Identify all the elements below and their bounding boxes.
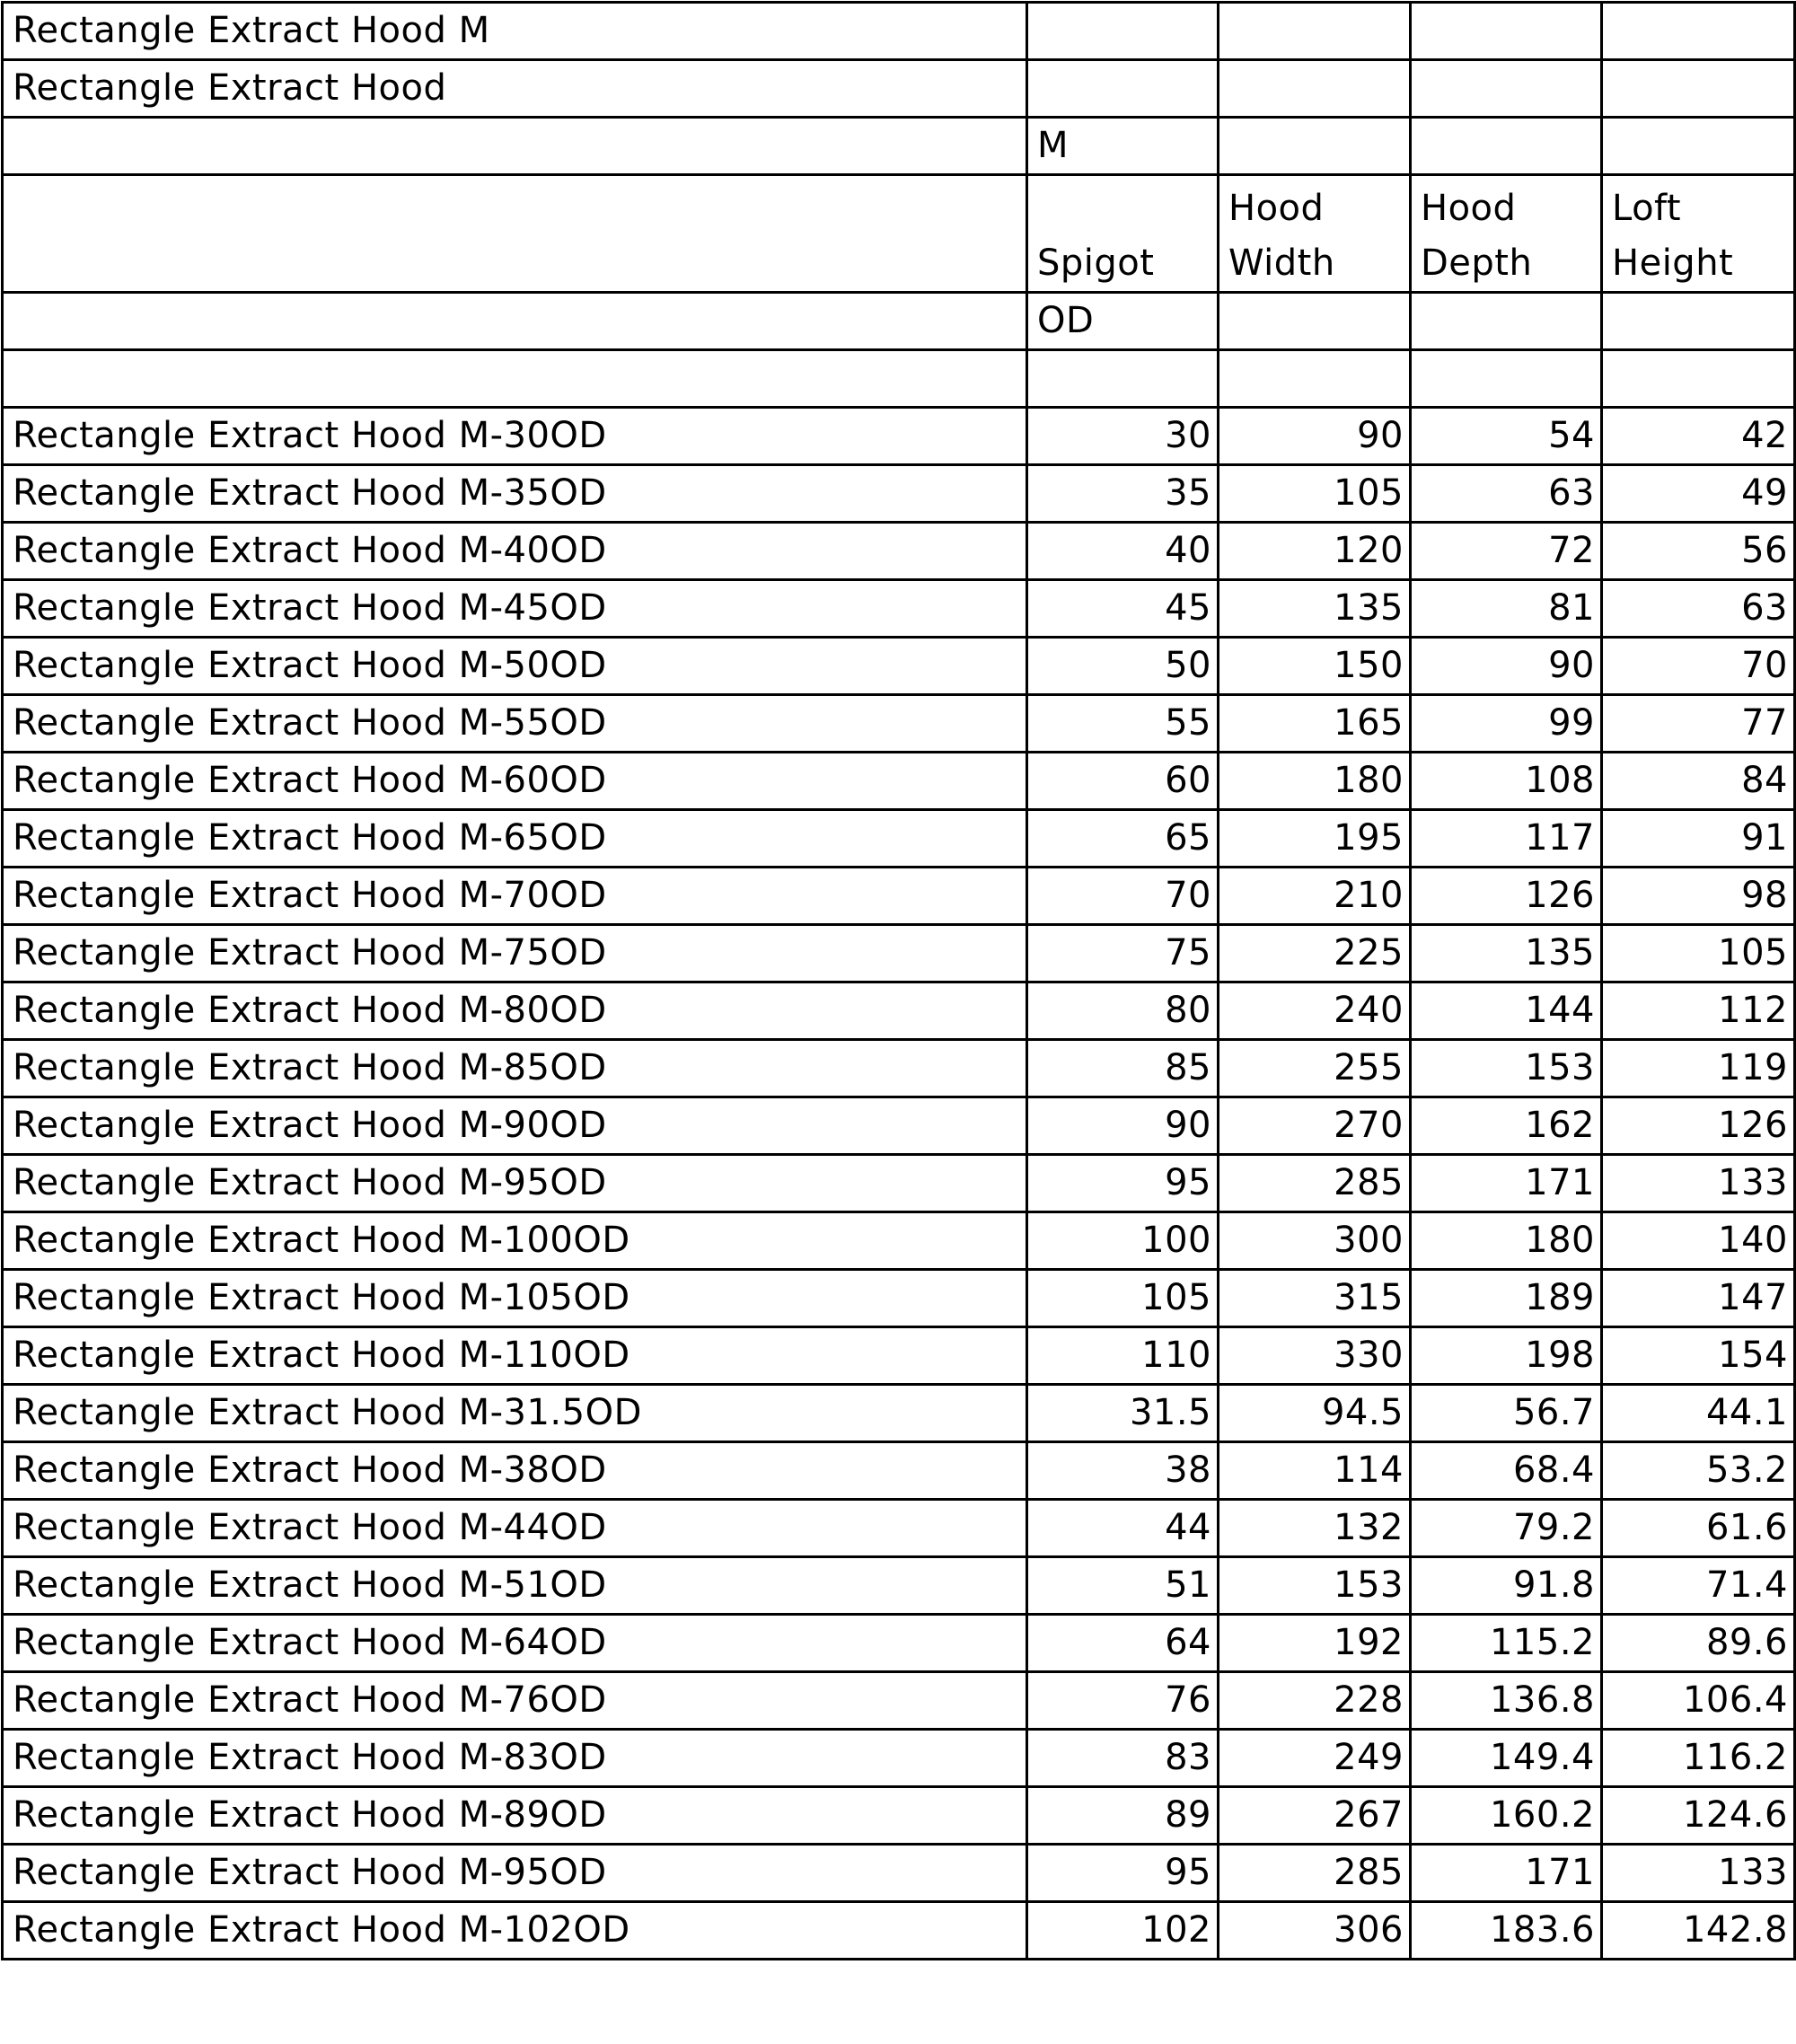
hood-depth-cell[interactable]: 144	[1411, 982, 1602, 1040]
spigot-od-cell[interactable]: 85	[1027, 1040, 1219, 1097]
spigot-od-cell[interactable]: 30	[1027, 408, 1219, 465]
hood-depth-cell[interactable]: 171	[1411, 1155, 1602, 1212]
empty-cell[interactable]	[1602, 293, 1795, 350]
hood-depth-header-cell[interactable]: Hood Depth	[1411, 175, 1602, 293]
blank-row	[3, 350, 1795, 408]
hood-width-cell[interactable]: 240	[1219, 982, 1411, 1040]
loft-height-cell[interactable]: 133	[1602, 1845, 1795, 1902]
hood-width-cell[interactable]: 114	[1219, 1442, 1411, 1500]
model-name-cell[interactable]: Rectangle Extract Hood M-51OD	[3, 1557, 1027, 1615]
hood-width-cell[interactable]: 135	[1219, 580, 1411, 638]
model-name-cell[interactable]: Rectangle Extract Hood M-83OD	[3, 1730, 1027, 1787]
spigot-unit-cell[interactable]: OD	[1027, 293, 1219, 350]
empty-cell[interactable]	[1411, 3, 1602, 60]
hood-width-cell[interactable]: 105	[1219, 465, 1411, 523]
hood-depth-cell[interactable]: 198	[1411, 1327, 1602, 1385]
hood-width-header-cell[interactable]: Hood Width	[1219, 175, 1411, 293]
loft-height-cell[interactable]: 89.6	[1602, 1615, 1795, 1672]
spigot-od-cell[interactable]: 75	[1027, 925, 1219, 982]
title-cell[interactable]: Rectangle Extract Hood M	[3, 3, 1027, 60]
spigot-od-cell[interactable]: 80	[1027, 982, 1219, 1040]
table-row	[3, 1097, 1795, 1155]
column-header-row	[3, 175, 1795, 293]
spigot-od-cell[interactable]: 102	[1027, 1902, 1219, 1960]
empty-cell[interactable]	[1411, 60, 1602, 118]
loft-height-cell[interactable]: 77	[1602, 695, 1795, 753]
model-name-cell[interactable]: Rectangle Extract Hood M-45OD	[3, 580, 1027, 638]
hood-width-cell[interactable]: 153	[1219, 1557, 1411, 1615]
loft-height-cell[interactable]: 116.2	[1602, 1730, 1795, 1787]
model-name-cell[interactable]: Rectangle Extract Hood M-55OD	[3, 695, 1027, 753]
subtitle-row	[3, 60, 1795, 118]
loft-height-cell[interactable]: 91	[1602, 810, 1795, 868]
hood-depth-cell[interactable]: 79.2	[1411, 1500, 1602, 1557]
table-row	[3, 753, 1795, 810]
table-row	[3, 465, 1795, 523]
spigot-od-cell[interactable]: 105	[1027, 1270, 1219, 1327]
loft-height-cell[interactable]: 124.6	[1602, 1787, 1795, 1845]
spigot-od-cell[interactable]: 95	[1027, 1155, 1219, 1212]
spigot-od-cell[interactable]: 31.5	[1027, 1385, 1219, 1442]
table-row	[3, 1902, 1795, 1960]
hood-depth-cell[interactable]: 153	[1411, 1040, 1602, 1097]
table-row	[3, 810, 1795, 868]
hood-width-cell[interactable]: 132	[1219, 1500, 1411, 1557]
spigot-header-cell[interactable]: Spigot	[1027, 175, 1219, 293]
hood-width-cell[interactable]: 120	[1219, 523, 1411, 580]
empty-cell[interactable]	[1027, 60, 1219, 118]
spigot-od-cell[interactable]: 70	[1027, 868, 1219, 925]
spigot-od-cell[interactable]: 90	[1027, 1097, 1219, 1155]
unit-row	[3, 293, 1795, 350]
loft-height-cell[interactable]: 133	[1602, 1155, 1795, 1212]
hood-width-cell[interactable]: 180	[1219, 753, 1411, 810]
title-row	[3, 3, 1795, 60]
hood-depth-cell[interactable]: 56.7	[1411, 1385, 1602, 1442]
model-name-cell[interactable]: Rectangle Extract Hood M-70OD	[3, 868, 1027, 925]
loft-height-cell[interactable]: 112	[1602, 982, 1795, 1040]
loft-height-cell[interactable]: 147	[1602, 1270, 1795, 1327]
empty-cell[interactable]	[1411, 350, 1602, 408]
loft-height-cell[interactable]: 44.1	[1602, 1385, 1795, 1442]
hood-depth-cell[interactable]: 91.8	[1411, 1557, 1602, 1615]
table-row	[3, 1442, 1795, 1500]
hood-width-cell[interactable]: 300	[1219, 1212, 1411, 1270]
spec-table	[1, 1, 1796, 1960]
hood-width-cell[interactable]: 315	[1219, 1270, 1411, 1327]
empty-cell[interactable]	[1602, 3, 1795, 60]
model-name-cell[interactable]: Rectangle Extract Hood M-60OD	[3, 753, 1027, 810]
loft-height-cell[interactable]: 140	[1602, 1212, 1795, 1270]
model-name-cell[interactable]: Rectangle Extract Hood M-31.5OD	[3, 1385, 1027, 1442]
hood-depth-cell[interactable]: 126	[1411, 868, 1602, 925]
table-row	[3, 1212, 1795, 1270]
hood-width-cell[interactable]: 195	[1219, 810, 1411, 868]
hood-depth-cell[interactable]: 183.6	[1411, 1902, 1602, 1960]
group-header-row	[3, 118, 1795, 175]
hood-depth-cell[interactable]: 108	[1411, 753, 1602, 810]
table-row	[3, 925, 1795, 982]
table-row	[3, 580, 1795, 638]
model-name-cell[interactable]: Rectangle Extract Hood M-65OD	[3, 810, 1027, 868]
table-row	[3, 638, 1795, 695]
model-name-cell[interactable]: Rectangle Extract Hood M-38OD	[3, 1442, 1027, 1500]
hood-width-cell[interactable]: 285	[1219, 1155, 1411, 1212]
model-name-cell[interactable]: Rectangle Extract Hood M-90OD	[3, 1097, 1027, 1155]
empty-cell[interactable]	[1411, 293, 1602, 350]
spigot-od-cell[interactable]: 64	[1027, 1615, 1219, 1672]
spec-table-body	[3, 3, 1795, 1960]
table-row	[3, 1270, 1795, 1327]
hood-width-cell[interactable]: 267	[1219, 1787, 1411, 1845]
hood-depth-cell[interactable]: 115.2	[1411, 1615, 1602, 1672]
loft-height-cell[interactable]: 63	[1602, 580, 1795, 638]
hood-width-cell[interactable]: 255	[1219, 1040, 1411, 1097]
empty-cell[interactable]	[1411, 118, 1602, 175]
model-name-cell[interactable]: Rectangle Extract Hood M-95OD	[3, 1845, 1027, 1902]
model-name-cell[interactable]: Rectangle Extract Hood M-95OD	[3, 1155, 1027, 1212]
group-label-cell[interactable]: M	[1027, 118, 1219, 175]
table-row	[3, 408, 1795, 465]
spigot-od-cell[interactable]: 45	[1027, 580, 1219, 638]
hood-width-cell[interactable]: 192	[1219, 1615, 1411, 1672]
model-name-cell[interactable]: Rectangle Extract Hood M-89OD	[3, 1787, 1027, 1845]
empty-cell[interactable]	[1219, 60, 1411, 118]
hood-depth-cell[interactable]: 117	[1411, 810, 1602, 868]
spigot-od-cell[interactable]: 89	[1027, 1787, 1219, 1845]
table-row	[3, 1557, 1795, 1615]
model-name-cell[interactable]: Rectangle Extract Hood M-64OD	[3, 1615, 1027, 1672]
loft-height-cell[interactable]: 49	[1602, 465, 1795, 523]
empty-cell[interactable]	[3, 350, 1027, 408]
hood-depth-cell[interactable]: 149.4	[1411, 1730, 1602, 1787]
hood-width-cell[interactable]: 330	[1219, 1327, 1411, 1385]
hood-depth-cell[interactable]: 171	[1411, 1845, 1602, 1902]
model-name-cell[interactable]: Rectangle Extract Hood M-50OD	[3, 638, 1027, 695]
empty-cell[interactable]	[1602, 350, 1795, 408]
subtitle-cell[interactable]: Rectangle Extract Hood	[3, 60, 1027, 118]
hood-width-cell[interactable]: 94.5	[1219, 1385, 1411, 1442]
hood-depth-cell[interactable]: 72	[1411, 523, 1602, 580]
hood-width-cell[interactable]: 150	[1219, 638, 1411, 695]
hood-depth-cell[interactable]: 162	[1411, 1097, 1602, 1155]
empty-cell[interactable]	[1027, 3, 1219, 60]
empty-cell[interactable]	[1219, 118, 1411, 175]
loft-height-cell[interactable]: 119	[1602, 1040, 1795, 1097]
empty-cell[interactable]	[3, 175, 1027, 293]
loft-height-cell[interactable]: 61.6	[1602, 1500, 1795, 1557]
empty-cell[interactable]	[1219, 293, 1411, 350]
table-row	[3, 1730, 1795, 1787]
table-row	[3, 982, 1795, 1040]
hood-depth-cell[interactable]: 99	[1411, 695, 1602, 753]
hood-depth-cell[interactable]: 81	[1411, 580, 1602, 638]
hood-width-cell[interactable]: 210	[1219, 868, 1411, 925]
spigot-od-cell[interactable]: 55	[1027, 695, 1219, 753]
model-name-cell[interactable]: Rectangle Extract Hood M-75OD	[3, 925, 1027, 982]
empty-cell[interactable]	[1602, 118, 1795, 175]
hood-depth-cell[interactable]: 180	[1411, 1212, 1602, 1270]
loft-height-cell[interactable]: 98	[1602, 868, 1795, 925]
hood-width-cell[interactable]: 306	[1219, 1902, 1411, 1960]
hood-width-cell[interactable]: 228	[1219, 1672, 1411, 1730]
spigot-od-cell[interactable]: 100	[1027, 1212, 1219, 1270]
hood-depth-cell[interactable]: 68.4	[1411, 1442, 1602, 1500]
model-name-cell[interactable]: Rectangle Extract Hood M-40OD	[3, 523, 1027, 580]
loft-height-cell[interactable]: 126	[1602, 1097, 1795, 1155]
empty-cell[interactable]	[1219, 3, 1411, 60]
empty-cell[interactable]	[1027, 350, 1219, 408]
table-row	[3, 523, 1795, 580]
hood-depth-cell[interactable]: 160.2	[1411, 1787, 1602, 1845]
loft-height-cell[interactable]: 42	[1602, 408, 1795, 465]
table-row	[3, 1327, 1795, 1385]
model-name-cell[interactable]: Rectangle Extract Hood M-85OD	[3, 1040, 1027, 1097]
model-name-cell[interactable]: Rectangle Extract Hood M-35OD	[3, 465, 1027, 523]
loft-height-header-cell[interactable]: Loft Height	[1602, 175, 1795, 293]
spigot-od-cell[interactable]: 83	[1027, 1730, 1219, 1787]
model-name-cell[interactable]: Rectangle Extract Hood M-110OD	[3, 1327, 1027, 1385]
hood-depth-cell[interactable]: 63	[1411, 465, 1602, 523]
hood-width-cell[interactable]: 225	[1219, 925, 1411, 982]
hood-depth-cell[interactable]: 136.8	[1411, 1672, 1602, 1730]
empty-cell[interactable]	[1602, 60, 1795, 118]
table-row	[3, 1615, 1795, 1672]
hood-width-cell[interactable]: 285	[1219, 1845, 1411, 1902]
empty-cell[interactable]	[3, 118, 1027, 175]
table-row	[3, 1385, 1795, 1442]
hood-depth-cell[interactable]: 54	[1411, 408, 1602, 465]
spigot-od-cell[interactable]: 95	[1027, 1845, 1219, 1902]
table-row	[3, 1155, 1795, 1212]
model-name-cell[interactable]: Rectangle Extract Hood M-30OD	[3, 408, 1027, 465]
loft-height-cell[interactable]: 154	[1602, 1327, 1795, 1385]
spigot-od-cell[interactable]: 35	[1027, 465, 1219, 523]
table-row	[3, 695, 1795, 753]
model-name-cell[interactable]: Rectangle Extract Hood M-76OD	[3, 1672, 1027, 1730]
table-row	[3, 1787, 1795, 1845]
spigot-od-cell[interactable]: 51	[1027, 1557, 1219, 1615]
hood-depth-cell[interactable]: 135	[1411, 925, 1602, 982]
loft-height-cell[interactable]: 105	[1602, 925, 1795, 982]
loft-height-cell[interactable]: 71.4	[1602, 1557, 1795, 1615]
loft-height-cell[interactable]: 70	[1602, 638, 1795, 695]
model-name-cell[interactable]: Rectangle Extract Hood M-102OD	[3, 1902, 1027, 1960]
loft-height-cell[interactable]: 106.4	[1602, 1672, 1795, 1730]
spigot-od-cell[interactable]: 65	[1027, 810, 1219, 868]
spigot-od-cell[interactable]: 60	[1027, 753, 1219, 810]
hood-depth-cell[interactable]: 189	[1411, 1270, 1602, 1327]
loft-height-cell[interactable]: 53.2	[1602, 1442, 1795, 1500]
hood-width-cell[interactable]: 270	[1219, 1097, 1411, 1155]
table-row	[3, 1500, 1795, 1557]
empty-cell[interactable]	[3, 293, 1027, 350]
hood-width-cell[interactable]: 90	[1219, 408, 1411, 465]
model-name-cell[interactable]: Rectangle Extract Hood M-44OD	[3, 1500, 1027, 1557]
model-name-cell[interactable]: Rectangle Extract Hood M-100OD	[3, 1212, 1027, 1270]
model-name-cell[interactable]: Rectangle Extract Hood M-105OD	[3, 1270, 1027, 1327]
spigot-od-cell[interactable]: 76	[1027, 1672, 1219, 1730]
spigot-od-cell[interactable]: 44	[1027, 1500, 1219, 1557]
spigot-od-cell[interactable]: 50	[1027, 638, 1219, 695]
hood-depth-cell[interactable]: 90	[1411, 638, 1602, 695]
table-row	[3, 1845, 1795, 1902]
table-row	[3, 1040, 1795, 1097]
table-row	[3, 868, 1795, 925]
spigot-od-cell[interactable]: 110	[1027, 1327, 1219, 1385]
table-row	[3, 1672, 1795, 1730]
hood-width-cell[interactable]: 249	[1219, 1730, 1411, 1787]
loft-height-cell[interactable]: 142.8	[1602, 1902, 1795, 1960]
model-name-cell[interactable]: Rectangle Extract Hood M-80OD	[3, 982, 1027, 1040]
loft-height-cell[interactable]: 56	[1602, 523, 1795, 580]
hood-width-cell[interactable]: 165	[1219, 695, 1411, 753]
spigot-od-cell[interactable]: 38	[1027, 1442, 1219, 1500]
spigot-od-cell[interactable]: 40	[1027, 523, 1219, 580]
empty-cell[interactable]	[1219, 350, 1411, 408]
loft-height-cell[interactable]: 84	[1602, 753, 1795, 810]
